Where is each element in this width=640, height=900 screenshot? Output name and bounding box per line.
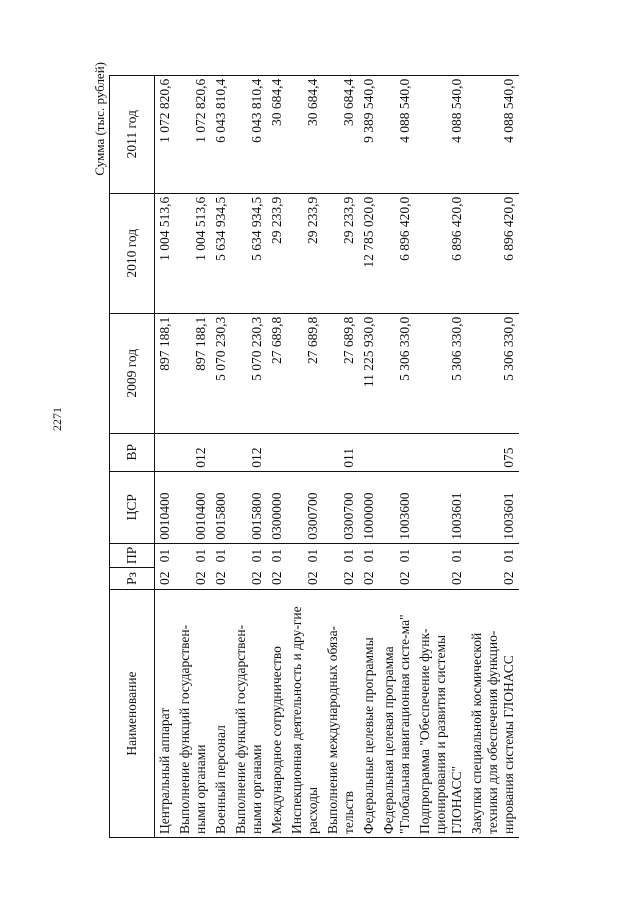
col-header-rz: Рз <box>110 568 155 590</box>
row-csr: 0010400 <box>175 471 211 543</box>
row-name: Инспекционная деятельность и дру-гие расходы <box>287 590 323 838</box>
row-pr: 01 <box>341 548 356 563</box>
row-rz: 02 <box>359 568 379 590</box>
table-header <box>110 75 155 837</box>
col-header-2011: 2011 год <box>110 75 155 193</box>
row-pr: 01 <box>305 548 320 563</box>
row-vr <box>379 433 415 471</box>
row-csr: 0300700 <box>287 471 323 543</box>
col-header-csr: ЦСР <box>110 471 155 543</box>
col-header-pr: ПР <box>110 543 155 567</box>
row-csr: 1003601 <box>415 471 467 543</box>
row-name: Закупки специальной космической техники для обеспечения функцио-нирования системы ГЛОНАСС <box>467 590 519 838</box>
rotated-page <box>92 58 612 838</box>
table-row <box>231 75 267 837</box>
table-row <box>287 75 323 837</box>
row-vr <box>287 433 323 471</box>
col-header-2009: 2009 год <box>110 313 155 433</box>
row-vr: 012 <box>175 433 211 471</box>
row-vr <box>211 433 231 471</box>
row-rz: 02 <box>267 568 287 590</box>
row-value-2009: 27 689,8 <box>323 313 359 433</box>
table-row <box>323 75 359 837</box>
table-row <box>467 75 519 837</box>
row-value-2011: 30 684,4 <box>267 75 287 193</box>
row-rz: 02 <box>211 568 231 590</box>
row-rz: 02 <box>231 568 267 590</box>
row-value-2009: 27 689,8 <box>267 313 287 433</box>
row-csr: 0010400 <box>155 471 176 543</box>
row-name: Выполнение функций государствен-ными органами <box>175 590 211 838</box>
table-row <box>155 75 176 837</box>
row-value-2009: 11 225 930,0 <box>359 313 379 433</box>
row-csr: 1003600 <box>379 471 415 543</box>
row-value-2009: 27 689,8 <box>287 313 323 433</box>
col-header-name: Наименование <box>110 590 155 838</box>
row-vr <box>267 433 287 471</box>
row-value-2009: 5 070 230,3 <box>211 313 231 433</box>
table-row <box>211 75 231 837</box>
row-csr: 1003601 <box>467 471 519 543</box>
row-name: Федеральная целевая программа "Глобальная навигационная систе-ма" <box>379 590 415 838</box>
row-value-2009: 897 188,1 <box>155 313 176 433</box>
row-rz: 02 <box>155 568 176 590</box>
row-value-2009: 5 070 230,3 <box>231 313 267 433</box>
row-value-2010: 5 634 934,5 <box>211 193 231 313</box>
row-csr: 0015800 <box>231 471 267 543</box>
row-value-2010: 29 233,9 <box>323 193 359 313</box>
table-body <box>155 75 520 837</box>
table-row <box>415 75 467 837</box>
row-vr: 075 <box>467 433 519 471</box>
row-value-2011: 6 043 810,4 <box>211 75 231 193</box>
row-value-2010: 29 233,9 <box>267 193 287 313</box>
row-value-2010: 1 004 513,6 <box>155 193 176 313</box>
row-name: Выполнение функций государствен-ными органами <box>231 590 267 838</box>
row-name: Международное сотрудничество <box>267 590 287 838</box>
row-rz: 02 <box>379 568 415 590</box>
row-value-2011: 6 043 810,4 <box>231 75 267 193</box>
row-csr: 1000000 <box>359 471 379 543</box>
row-pr: 01 <box>249 548 264 563</box>
table-row <box>175 75 211 837</box>
row-pr: 01 <box>269 548 284 563</box>
row-pr: 01 <box>193 548 208 563</box>
col-header-2010: 2010 год <box>110 193 155 313</box>
table-row <box>379 75 415 837</box>
row-value-2010: 29 233,9 <box>287 193 323 313</box>
table-row <box>267 75 287 837</box>
row-value-2011: 4 088 540,0 <box>467 75 519 193</box>
row-value-2009: 897 188,1 <box>175 313 211 433</box>
table-row <box>359 75 379 837</box>
row-value-2011: 4 088 540,0 <box>415 75 467 193</box>
row-name: Выполнение международных обяза-тельств <box>323 590 359 838</box>
row-vr <box>359 433 379 471</box>
row-value-2010: 12 785 020,0 <box>359 193 379 313</box>
row-value-2011: 9 389 540,0 <box>359 75 379 193</box>
row-rz: 02 <box>323 568 359 590</box>
row-csr: 0015800 <box>211 471 231 543</box>
row-name: Федеральные целевые программы <box>359 590 379 838</box>
row-value-2009: 5 306 330,0 <box>467 313 519 433</box>
row-name: Подпрограмма "Обеспечение функ-ционирования и развития системы ГЛОНАСС" <box>415 590 467 838</box>
row-pr: 01 <box>213 548 228 563</box>
col-header-vr: ВР <box>110 433 155 471</box>
row-pr: 01 <box>449 548 464 563</box>
row-name: Военный персонал <box>211 590 231 838</box>
row-pr: 01 <box>397 548 412 563</box>
row-value-2009: 5 306 330,0 <box>415 313 467 433</box>
row-value-2011: 30 684,4 <box>323 75 359 193</box>
row-value-2009: 5 306 330,0 <box>379 313 415 433</box>
row-pr: 01 <box>157 548 172 563</box>
row-value-2010: 6 896 420,0 <box>415 193 467 313</box>
row-pr: 01 <box>361 548 376 563</box>
row-value-2011: 1 072 820,6 <box>155 75 176 193</box>
row-name: Центральный аппарат <box>155 590 176 838</box>
row-rz: 02 <box>467 568 519 590</box>
row-vr: 012 <box>231 433 267 471</box>
row-value-2010: 6 896 420,0 <box>379 193 415 313</box>
row-value-2011: 30 684,4 <box>287 75 323 193</box>
row-vr <box>415 433 467 471</box>
row-value-2011: 4 088 540,0 <box>379 75 415 193</box>
row-vr <box>155 433 176 471</box>
table-caption: Сумма (тыс. рублей) <box>92 62 107 176</box>
row-value-2010: 1 004 513,6 <box>175 193 211 313</box>
row-value-2010: 6 896 420,0 <box>467 193 519 313</box>
row-rz: 02 <box>175 568 211 590</box>
budget-table <box>109 75 519 838</box>
page-number: 2271 <box>50 407 64 431</box>
row-value-2010: 5 634 934,5 <box>231 193 267 313</box>
row-rz: 02 <box>415 568 467 590</box>
row-pr: 01 <box>501 548 516 563</box>
row-vr: 011 <box>323 433 359 471</box>
row-value-2011: 1 072 820,6 <box>175 75 211 193</box>
row-rz: 02 <box>287 568 323 590</box>
row-csr: 0300000 <box>267 471 287 543</box>
row-csr: 0300700 <box>323 471 359 543</box>
